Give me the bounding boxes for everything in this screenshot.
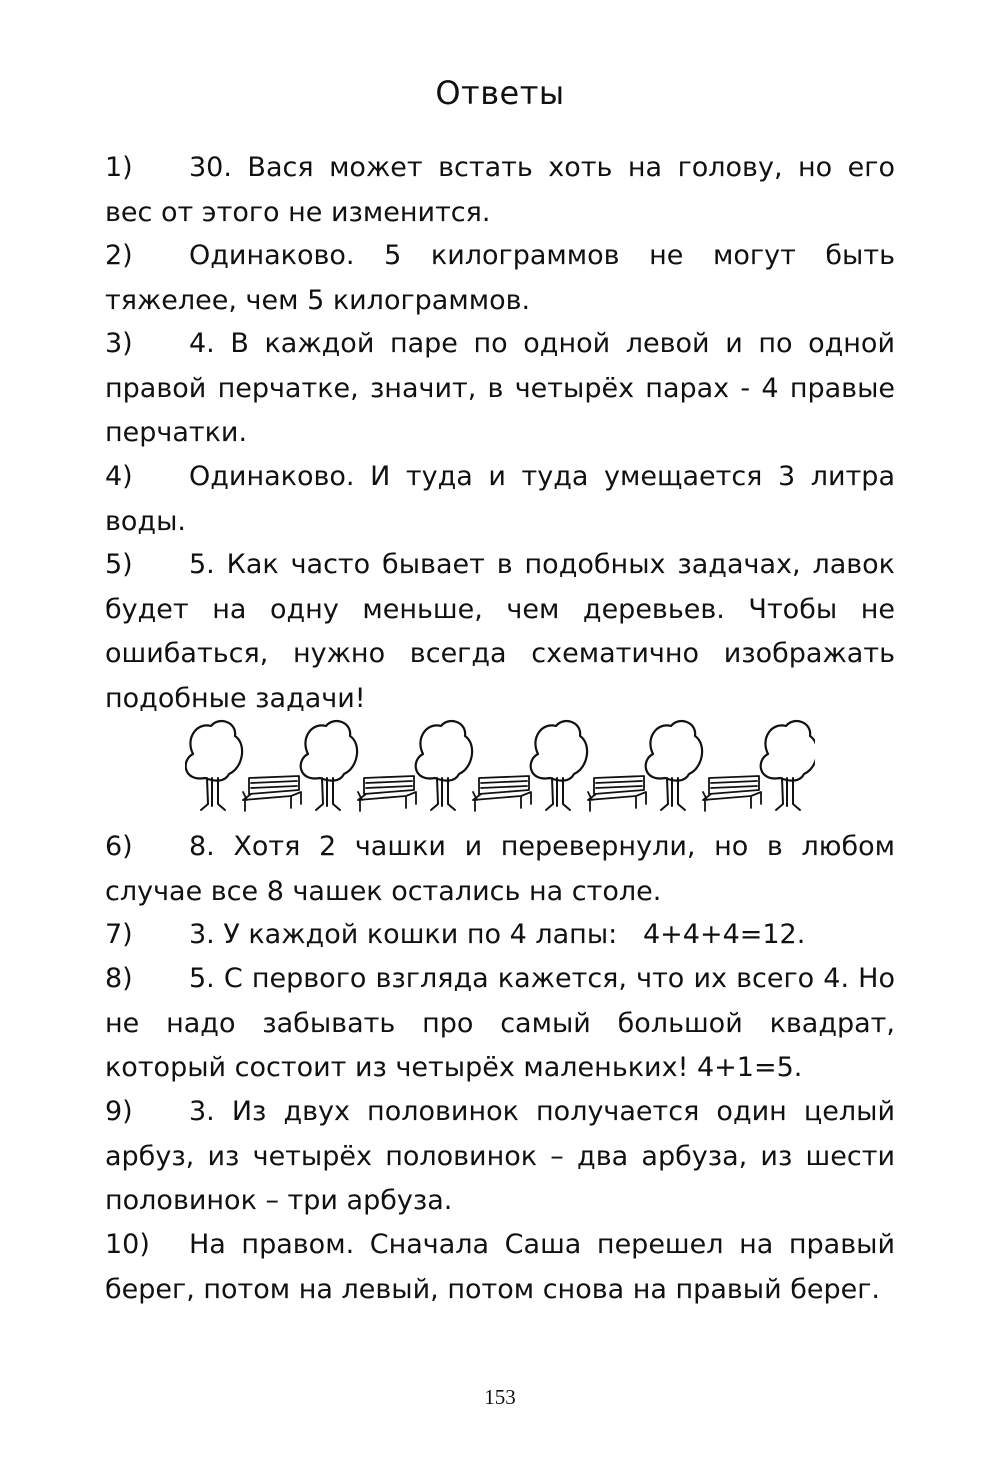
answer-text: 3. Из двух половинок получается один целый арбуз, из четырёх половинок – два арбуза, из шести половинок – три арбуза.: [105, 1096, 895, 1216]
tree-icon: [646, 721, 702, 810]
answer-number: 5): [105, 549, 133, 580]
bench-icon: [473, 776, 531, 811]
tree-crown: [761, 721, 815, 781]
tree-trunk: [776, 778, 800, 810]
trees-and-benches-illustration: [185, 716, 815, 816]
answer-9: [105, 1090, 895, 1224]
answer-4: [105, 455, 895, 544]
answer-number: 1): [105, 152, 133, 183]
page-title: Ответы: [435, 74, 565, 112]
answer-number: 9): [105, 1096, 133, 1127]
bench-seat: [358, 792, 416, 811]
tree-icon: [186, 721, 242, 810]
tree-trunk: [316, 778, 340, 810]
answer-number: 4): [105, 461, 133, 492]
answer-text: 4. В каждой паре по одной левой и по одной правой перчатке, значит, в четырёх парах - 4 правые перчатки.: [105, 328, 895, 448]
tree-trunk: [661, 778, 685, 810]
tree-icon: [301, 721, 357, 810]
bench-icon: [243, 776, 301, 811]
tree-icon: [416, 721, 472, 810]
tree-trunk: [546, 778, 570, 810]
bench-back: [594, 776, 644, 794]
answer-3: [105, 322, 895, 456]
tree-crown: [531, 721, 587, 781]
answer-text: Одинаково. 5 килограммов не могут быть тяжелее, чем 5 килограммов.: [105, 240, 895, 316]
bench-seat: [588, 792, 646, 811]
bench-seat: [473, 792, 531, 811]
tree-trunk: [201, 778, 225, 810]
tree-icon: [761, 721, 815, 810]
bench-back: [709, 776, 759, 794]
answer-number: 6): [105, 831, 133, 862]
page-number: 153: [484, 1385, 516, 1409]
answer-text: 30. Вася может встать хоть на голову, но его вес от этого не изменится.: [105, 152, 895, 228]
answer-number: 10): [105, 1229, 150, 1260]
answer-number: 7): [105, 919, 133, 950]
bench-back: [479, 776, 529, 794]
bench-back: [364, 776, 414, 794]
answer-number: 2): [105, 240, 133, 271]
answer-6: [105, 825, 895, 914]
answer-text: 5. Как часто бывает в подобных задачах, лавок будет на одну меньше, чем деревьев. Чтобы не ошибаться, нужно всегда схематично изображать подобные задачи!: [105, 549, 895, 714]
answer-10: [105, 1223, 895, 1312]
answer-7: [105, 913, 895, 958]
answer-text: Одинаково. И туда и туда умещается 3 литра воды.: [105, 461, 895, 537]
tree-icon: [531, 721, 587, 810]
answer-text: 8. Хотя 2 чашки и перевернули, но в любом случае все 8 чашек остались на столе.: [105, 831, 895, 907]
bench-icon: [703, 776, 761, 811]
tree-crown: [646, 721, 702, 781]
bench-seat: [703, 792, 761, 811]
bench-seat: [243, 792, 301, 811]
tree-trunk: [431, 778, 455, 810]
answer-1: [105, 146, 895, 235]
answer-text: 3. У каждой кошки по 4 лапы: 4+4+4=12.: [189, 919, 806, 950]
bench-back: [249, 776, 299, 794]
answer-8: [105, 957, 895, 1091]
tree-crown: [301, 721, 357, 781]
answer-number: 3): [105, 328, 133, 359]
tree-crown: [186, 721, 242, 781]
answer-5: [105, 543, 895, 721]
answer-text: 5. С первого взгляда кажется, что их всего 4. Но не надо забывать про самый большой квадрат, который состоит из четырёх маленьких! 4+1=5.: [105, 963, 895, 1083]
bench-icon: [358, 776, 416, 811]
tree-crown: [416, 721, 472, 781]
bench-icon: [588, 776, 646, 811]
answer-text: На правом. Сначала Саша перешел на правый берег, потом на левый, потом снова на правый берег.: [105, 1229, 895, 1305]
answer-2: [105, 234, 895, 323]
answer-number: 8): [105, 963, 133, 994]
